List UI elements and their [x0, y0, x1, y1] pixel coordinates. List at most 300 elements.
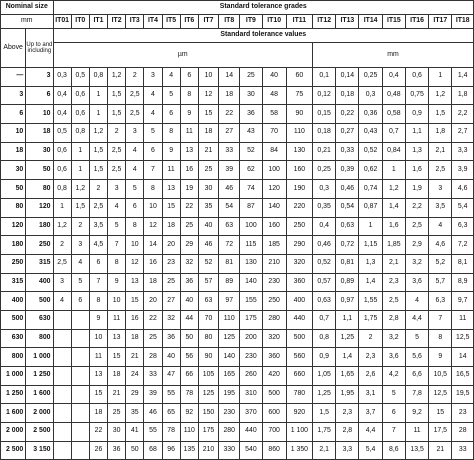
tolerance-value-cell: 0,97: [336, 292, 359, 311]
tolerance-value-cell: 560: [286, 348, 312, 367]
tolerance-value-cell: 32: [180, 254, 198, 273]
tolerance-value-cell: 9: [162, 142, 180, 161]
size-above-cell: 2 500: [1, 441, 26, 460]
tolerance-value-cell: 1,5: [89, 142, 107, 161]
tolerance-value-cell: 3: [71, 236, 89, 255]
tolerance-value-cell: 58: [262, 105, 286, 124]
tolerance-value-cell: 5: [382, 385, 405, 404]
tolerance-value-cell: 0,87: [359, 198, 382, 217]
tolerance-value-cell: 160: [286, 161, 312, 180]
table-row: [1, 161, 474, 180]
tolerance-value-cell: 1,5: [108, 86, 126, 105]
tolerance-value-cell: 0,52: [359, 142, 382, 161]
tolerance-value-cell: 8,6: [382, 441, 405, 460]
tolerance-value-cell: 1: [89, 86, 107, 105]
tolerance-value-cell: 41: [126, 423, 144, 442]
tolerance-value-cell: 72: [219, 236, 240, 255]
tolerance-value-cell: 13: [89, 367, 107, 386]
tolerance-value-cell: 0,63: [313, 292, 336, 311]
tolerance-value-cell: 0,81: [336, 254, 359, 273]
tolerance-value-cell: 22: [144, 310, 162, 329]
tolerance-value-cell: 210: [262, 254, 286, 273]
tolerance-value-cell: 1: [382, 161, 405, 180]
tolerance-value-cell: 0,27: [336, 124, 359, 143]
tolerance-value-cell: 0,6: [53, 161, 71, 180]
table-row: [1, 124, 474, 143]
tolerance-value-cell: 1,65: [336, 367, 359, 386]
tolerance-value-cell: [53, 348, 71, 367]
tolerance-value-cell: 60: [286, 68, 312, 87]
tolerance-value-cell: 0,8: [89, 68, 107, 87]
tolerance-value-cell: [53, 329, 71, 348]
tolerance-value-cell: 92: [180, 404, 198, 423]
tolerance-value-cell: 32: [162, 310, 180, 329]
tolerance-value-cell: 0,48: [382, 86, 405, 105]
tolerance-value-cell: 0,84: [382, 142, 405, 161]
table-row: [1, 292, 474, 311]
tolerance-value-cell: 54: [219, 198, 240, 217]
tolerance-value-cell: 27: [162, 292, 180, 311]
size-upto-cell: 6: [26, 86, 53, 105]
tolerance-value-cell: 15: [198, 105, 218, 124]
tolerance-value-cell: 20: [162, 236, 180, 255]
header-row-3: [1, 29, 474, 43]
tolerance-value-cell: 56: [180, 348, 198, 367]
tolerance-value-cell: 33: [452, 441, 474, 460]
tolerance-value-cell: 280: [219, 423, 240, 442]
tolerance-value-cell: 0,18: [313, 124, 336, 143]
tolerance-value-cell: 9: [429, 348, 452, 367]
tolerance-value-cell: 0,14: [336, 68, 359, 87]
tolerance-value-cell: 0,25: [359, 68, 382, 87]
tolerance-value-cell: 110: [180, 423, 198, 442]
table-row: [1, 254, 474, 273]
tolerance-value-cell: 1,6: [382, 217, 405, 236]
tolerance-value-cell: 6: [126, 198, 144, 217]
tolerance-value-cell: 1,4: [452, 68, 474, 87]
tolerance-value-cell: 4: [126, 142, 144, 161]
grade-header: IT0: [71, 15, 89, 29]
tolerance-value-cell: 18: [108, 367, 126, 386]
size-above-cell: 180: [1, 236, 26, 255]
tolerance-value-cell: 0,12: [313, 86, 336, 105]
tolerance-value-cell: 2,5: [126, 86, 144, 105]
tolerance-value-cell: 2: [359, 329, 382, 348]
size-upto-cell: 1 250: [26, 367, 53, 386]
tolerance-value-cell: 250: [286, 217, 312, 236]
tolerance-value-cell: 1,25: [313, 385, 336, 404]
tolerance-table-body: [1, 68, 474, 460]
size-upto-cell: 800: [26, 329, 53, 348]
tolerance-value-cell: 120: [262, 180, 286, 199]
tolerance-value-cell: 81: [219, 254, 240, 273]
tolerance-value-cell: 10: [108, 292, 126, 311]
tolerance-value-cell: 1,4: [336, 348, 359, 367]
tolerance-value-cell: [53, 423, 71, 442]
grade-header: IT3: [126, 15, 144, 29]
tolerance-value-cell: 18: [198, 124, 218, 143]
tolerance-value-cell: 1,4: [359, 273, 382, 292]
tolerance-value-cell: 18: [219, 86, 240, 105]
tolerance-value-cell: 105: [198, 367, 218, 386]
tolerance-value-cell: 10: [126, 236, 144, 255]
size-above-cell: 250: [1, 254, 26, 273]
tolerance-value-cell: [71, 367, 89, 386]
tolerance-value-cell: 57: [198, 273, 218, 292]
tolerance-value-cell: 7: [89, 273, 107, 292]
tolerance-value-cell: 130: [286, 142, 312, 161]
tolerance-value-cell: 12,5: [452, 329, 474, 348]
tolerance-value-cell: [53, 385, 71, 404]
tolerance-value-cell: 0,36: [359, 105, 382, 124]
size-upto-cell: 500: [26, 292, 53, 311]
tolerance-value-cell: 2,5: [53, 254, 71, 273]
tolerance-value-cell: 360: [286, 273, 312, 292]
tolerance-value-cell: 1,5: [429, 105, 452, 124]
tolerance-value-cell: 46: [198, 236, 218, 255]
tolerance-value-cell: 5: [162, 86, 180, 105]
tolerance-value-cell: 125: [219, 329, 240, 348]
tolerance-value-cell: 16,5: [452, 367, 474, 386]
tolerance-value-cell: 370: [240, 404, 262, 423]
tolerance-value-cell: [71, 441, 89, 460]
tolerance-value-cell: 1 100: [286, 423, 312, 442]
tolerance-value-cell: 55: [162, 385, 180, 404]
tolerance-value-cell: 3,5: [89, 217, 107, 236]
tolerance-value-cell: 3,3: [336, 441, 359, 460]
tolerance-value-cell: 4,2: [382, 367, 405, 386]
size-above-cell: 50: [1, 180, 26, 199]
size-upto-cell: 2 000: [26, 404, 53, 423]
tolerance-value-cell: 6,3: [452, 217, 474, 236]
size-above-cell: 120: [1, 217, 26, 236]
tolerance-value-cell: 2: [108, 124, 126, 143]
tolerance-value-cell: 0,5: [71, 68, 89, 87]
tolerance-value-cell: 0,1: [313, 68, 336, 87]
tolerance-value-cell: 0,4: [313, 217, 336, 236]
tolerance-value-cell: 4,6: [429, 236, 452, 255]
tolerance-value-cell: 8: [108, 254, 126, 273]
tolerance-value-cell: 3,3: [452, 142, 474, 161]
tolerance-value-cell: 1,5: [71, 198, 89, 217]
tolerance-value-cell: 15: [108, 348, 126, 367]
tolerance-value-cell: 0,7: [382, 124, 405, 143]
tolerance-value-cell: 68: [144, 441, 162, 460]
tolerance-value-cell: 15: [89, 385, 107, 404]
tolerance-value-cell: 2: [126, 68, 144, 87]
table-row: [1, 348, 474, 367]
tolerance-value-cell: 22: [180, 198, 198, 217]
tolerance-value-cell: 140: [262, 198, 286, 217]
size-above-cell: 80: [1, 198, 26, 217]
tolerance-value-cell: 30: [108, 423, 126, 442]
size-upto-cell: 180: [26, 217, 53, 236]
grade-header: IT10: [262, 15, 286, 29]
tolerance-value-cell: 2,3: [382, 273, 405, 292]
tolerance-value-cell: 125: [198, 385, 218, 404]
tolerance-value-cell: [53, 310, 71, 329]
table-row: [1, 68, 474, 87]
grade-header: IT1: [89, 15, 107, 29]
tolerance-value-cell: 150: [198, 404, 218, 423]
tolerance-value-cell: 63: [219, 217, 240, 236]
tolerance-value-cell: 1,8: [452, 86, 474, 105]
tolerance-value-cell: 700: [262, 423, 286, 442]
tolerance-value-cell: 3,1: [359, 385, 382, 404]
size-upto-cell: 250: [26, 236, 53, 255]
table-row: [1, 329, 474, 348]
tolerance-value-cell: 28: [452, 423, 474, 442]
tolerance-value-cell: 10: [198, 68, 218, 87]
up-to-header: Up to and including: [26, 29, 53, 68]
tolerance-value-cell: [71, 329, 89, 348]
size-above-cell: 800: [1, 348, 26, 367]
size-upto-cell: 1 000: [26, 348, 53, 367]
tolerance-value-cell: 1: [89, 105, 107, 124]
size-above-cell: 30: [1, 161, 26, 180]
tolerance-value-cell: 9: [180, 105, 198, 124]
tolerance-value-cell: 0,22: [336, 105, 359, 124]
table-row: [1, 198, 474, 217]
tolerance-value-cell: 1: [429, 68, 452, 87]
table-row: [1, 86, 474, 105]
tolerance-value-cell: 2,5: [405, 217, 428, 236]
tolerance-value-cell: 17,5: [429, 423, 452, 442]
tolerance-value-cell: 100: [240, 217, 262, 236]
tolerance-value-cell: 27: [219, 124, 240, 143]
unit-mm: mm: [313, 43, 474, 68]
size-upto-cell: 1 600: [26, 385, 53, 404]
tolerance-value-cell: 4: [126, 161, 144, 180]
tolerance-value-cell: 0,4: [53, 105, 71, 124]
tolerance-value-cell: 660: [286, 367, 312, 386]
tolerance-value-cell: 2,1: [382, 254, 405, 273]
tolerance-value-cell: 6: [180, 68, 198, 87]
tolerance-value-cell: 1: [71, 142, 89, 161]
tolerance-value-cell: 3: [108, 180, 126, 199]
tolerance-value-cell: 4,6: [452, 180, 474, 199]
tolerance-value-cell: 330: [219, 441, 240, 460]
tolerance-value-cell: 5: [144, 124, 162, 143]
tolerance-value-cell: 13: [108, 329, 126, 348]
tolerance-value-cell: 7: [382, 423, 405, 442]
tolerance-value-cell: 28: [144, 348, 162, 367]
tolerance-value-cell: 1,95: [336, 385, 359, 404]
tolerance-value-cell: 0,8: [71, 124, 89, 143]
tolerance-value-cell: 19: [180, 180, 198, 199]
tolerance-value-cell: 1: [359, 217, 382, 236]
size-upto-cell: 10: [26, 105, 53, 124]
tolerance-value-cell: 0,62: [359, 161, 382, 180]
tolerance-value-cell: 230: [240, 348, 262, 367]
tolerance-value-cell: 920: [286, 404, 312, 423]
tolerance-value-cell: 50: [180, 329, 198, 348]
tolerance-value-cell: 11: [180, 124, 198, 143]
tolerance-value-cell: 7: [429, 310, 452, 329]
header-row-2: [1, 15, 474, 29]
table-row: [1, 385, 474, 404]
tolerance-value-cell: 360: [262, 348, 286, 367]
tolerance-value-cell: 1,75: [313, 423, 336, 442]
tolerance-value-cell: 0,3: [53, 68, 71, 87]
tolerance-value-cell: 52: [198, 254, 218, 273]
tolerance-value-cell: 1,1: [336, 310, 359, 329]
tolerance-value-cell: 3,9: [452, 161, 474, 180]
table-row: [1, 441, 474, 460]
tolerance-value-cell: 12: [126, 254, 144, 273]
table-row: [1, 142, 474, 161]
tolerance-value-cell: 195: [219, 385, 240, 404]
tolerance-value-cell: [71, 385, 89, 404]
size-upto-cell: 2 500: [26, 423, 53, 442]
tolerance-value-cell: 47: [162, 367, 180, 386]
tolerance-value-cell: 78: [162, 423, 180, 442]
tolerance-value-cell: 210: [198, 441, 218, 460]
table-row: [1, 180, 474, 199]
tolerance-value-cell: 10: [144, 198, 162, 217]
size-upto-cell: 3 150: [26, 441, 53, 460]
tolerance-value-cell: 25: [144, 329, 162, 348]
tolerance-value-cell: [53, 404, 71, 423]
tolerance-value-cell: 29: [126, 385, 144, 404]
tolerance-value-cell: 39: [144, 385, 162, 404]
tolerance-value-cell: 2,5: [89, 198, 107, 217]
tolerance-value-cell: 500: [286, 329, 312, 348]
tolerance-value-cell: 230: [219, 404, 240, 423]
tolerance-value-cell: 0,4: [53, 86, 71, 105]
table-row: [1, 310, 474, 329]
tolerance-value-cell: 135: [180, 441, 198, 460]
tolerance-value-cell: 1,05: [313, 367, 336, 386]
tolerance-value-cell: 3: [144, 68, 162, 87]
tolerance-value-cell: 0,72: [336, 236, 359, 255]
tolerance-value-cell: 0,7: [313, 310, 336, 329]
tolerance-value-cell: 4: [108, 198, 126, 217]
tolerance-value-cell: 35: [198, 198, 218, 217]
tolerance-value-cell: 40: [180, 292, 198, 311]
tolerance-value-cell: 89: [219, 273, 240, 292]
tolerance-value-cell: 15: [162, 198, 180, 217]
tolerance-value-cell: 30: [198, 180, 218, 199]
tolerance-value-cell: 1,2: [89, 124, 107, 143]
tolerance-value-cell: 2,5: [429, 161, 452, 180]
tolerance-value-cell: 15: [126, 292, 144, 311]
tolerance-value-cell: 2,5: [382, 292, 405, 311]
tolerance-value-cell: 18: [162, 217, 180, 236]
tolerance-value-cell: 420: [262, 367, 286, 386]
tolerance-value-cell: 65: [162, 404, 180, 423]
tolerance-value-cell: 3: [429, 180, 452, 199]
tolerance-value-cell: 1,3: [405, 142, 428, 161]
tolerance-value-cell: 7: [108, 236, 126, 255]
tolerance-value-cell: 160: [262, 217, 286, 236]
tolerance-value-cell: 2,2: [405, 198, 428, 217]
tolerance-value-cell: 19,5: [452, 385, 474, 404]
tolerance-value-cell: 2,6: [359, 367, 382, 386]
grade-header: IT11: [286, 15, 312, 29]
tolerance-value-cell: 6: [382, 404, 405, 423]
grade-header: IT7: [198, 15, 218, 29]
tolerance-value-cell: 1,4: [382, 198, 405, 217]
tolerance-value-cell: 6: [144, 142, 162, 161]
tolerance-value-cell: 84: [262, 142, 286, 161]
tolerance-value-cell: 0,75: [405, 86, 428, 105]
tolerance-value-cell: 55: [144, 423, 162, 442]
table-row: [1, 217, 474, 236]
tolerance-value-cell: 0,63: [336, 217, 359, 236]
grade-header: IT6: [180, 15, 198, 29]
tolerance-value-cell: 0,15: [313, 105, 336, 124]
tolerance-value-cell: 200: [240, 329, 262, 348]
grade-header: IT8: [219, 15, 240, 29]
tolerance-value-cell: 260: [240, 367, 262, 386]
tolerance-value-cell: 7,8: [405, 385, 428, 404]
tolerance-value-cell: 2,3: [359, 348, 382, 367]
tolerance-value-cell: 440: [240, 423, 262, 442]
tolerance-value-cell: 39: [219, 161, 240, 180]
tolerance-value-cell: 2: [89, 180, 107, 199]
tolerance-value-cell: 3,5: [429, 198, 452, 217]
tolerance-value-cell: 540: [240, 441, 262, 460]
table-row: [1, 367, 474, 386]
tolerance-value-cell: 4: [71, 254, 89, 273]
tolerance-value-cell: 43: [240, 124, 262, 143]
tolerance-value-cell: 290: [286, 236, 312, 255]
unit-um: µm: [53, 43, 313, 68]
tolerance-value-cell: 4: [162, 68, 180, 87]
tolerance-value-cell: 25: [180, 217, 198, 236]
grade-header: IT5: [162, 15, 180, 29]
tolerance-value-cell: 230: [262, 273, 286, 292]
tolerance-value-cell: 0,6: [53, 142, 71, 161]
grade-header: IT13: [336, 15, 359, 29]
tolerance-value-cell: 48: [262, 86, 286, 105]
table-row: [1, 105, 474, 124]
tolerance-value-cell: 140: [219, 348, 240, 367]
size-above-cell: 3: [1, 86, 26, 105]
tolerance-value-cell: [71, 310, 89, 329]
tolerance-value-cell: 33: [144, 367, 162, 386]
tolerance-value-cell: 4: [53, 292, 71, 311]
size-upto-cell: 400: [26, 273, 53, 292]
tolerance-value-cell: 2: [53, 236, 71, 255]
tolerance-value-cell: 1,75: [359, 310, 382, 329]
size-above-cell: —: [1, 68, 26, 87]
tolerance-value-cell: 190: [286, 180, 312, 199]
tolerance-value-cell: 46: [144, 404, 162, 423]
tolerance-value-cell: 9: [108, 273, 126, 292]
tolerance-value-cell: 5: [405, 329, 428, 348]
grade-header: IT17: [429, 15, 452, 29]
tolerance-value-cell: 1,6: [405, 161, 428, 180]
tolerance-value-cell: 110: [286, 124, 312, 143]
tolerance-value-cell: 11: [405, 423, 428, 442]
tolerance-value-cell: 12,5: [429, 385, 452, 404]
tolerance-value-cell: 175: [198, 423, 218, 442]
values-header: Standard tolerance values: [53, 29, 473, 43]
tolerance-value-cell: 6: [71, 292, 89, 311]
tolerance-value-cell: 90: [286, 105, 312, 124]
tolerance-value-cell: [53, 367, 71, 386]
tolerance-value-cell: 185: [262, 236, 286, 255]
tolerance-value-cell: 36: [180, 273, 198, 292]
tolerance-value-cell: 18: [89, 404, 107, 423]
tolerance-value-cell: 23: [162, 254, 180, 273]
tolerance-value-cell: 36: [108, 441, 126, 460]
tolerance-value-cell: 0,25: [313, 161, 336, 180]
tolerance-value-cell: 0,4: [382, 68, 405, 87]
tolerance-value-cell: 62: [240, 161, 262, 180]
